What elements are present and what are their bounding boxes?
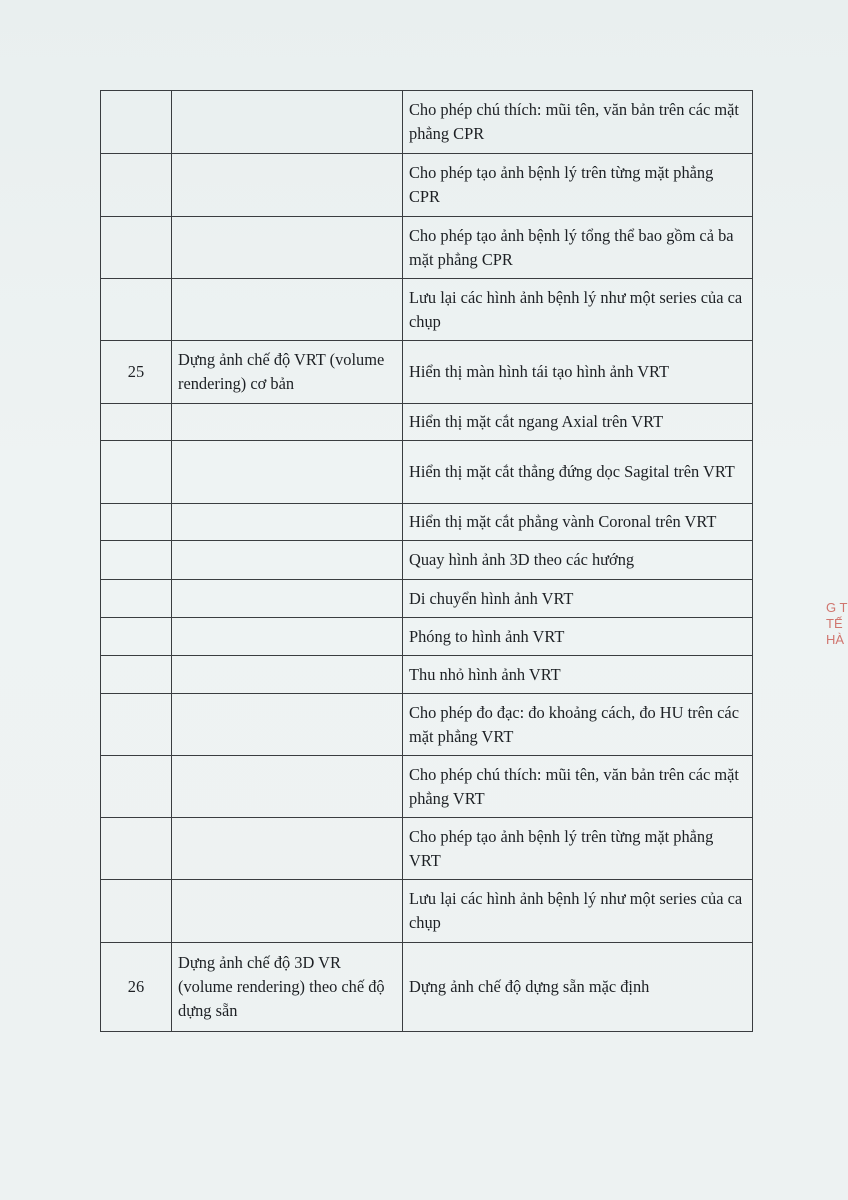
table-body	[101, 91, 753, 1032]
requirement-cell: Cho phép tạo ảnh bệnh lý trên từng mặt phẳng VRT	[403, 818, 753, 880]
row-number-cell	[101, 656, 172, 694]
function-name-cell	[172, 279, 403, 341]
requirement-cell: Cho phép chú thích: mũi tên, văn bản trên các mặt phẳng VRT	[403, 756, 753, 818]
requirement-cell: Lưu lại các hình ảnh bệnh lý như một series của ca chụp	[403, 880, 753, 943]
requirement-cell: Quay hình ảnh 3D theo các hướng	[403, 541, 753, 580]
table-row	[101, 694, 753, 756]
requirement-cell: Cho phép tạo ảnh bệnh lý trên từng mặt phẳng CPR	[403, 154, 753, 217]
requirement-cell: Cho phép chú thích: mũi tên, văn bản trên các mặt phẳng CPR	[403, 91, 753, 154]
requirement-cell: Hiển thị mặt cắt phẳng vành Coronal trên VRT	[403, 504, 753, 541]
row-number-cell	[101, 818, 172, 880]
requirement-cell: Hiển thị mặt cắt ngang Axial trên VRT	[403, 404, 753, 441]
requirement-cell: Di chuyển hình ảnh VRT	[403, 580, 753, 618]
row-number-cell	[101, 618, 172, 656]
function-name-cell	[172, 404, 403, 441]
row-number-cell	[101, 279, 172, 341]
row-number-cell	[101, 504, 172, 541]
table-row	[101, 880, 753, 943]
requirement-cell: Dựng ảnh chế độ dựng sẵn mặc định	[403, 943, 753, 1032]
row-number-cell	[101, 580, 172, 618]
function-name-cell	[172, 618, 403, 656]
requirement-cell: Cho phép tạo ảnh bệnh lý tổng thể bao gồm cả ba mặt phẳng CPR	[403, 217, 753, 279]
function-name-cell	[172, 441, 403, 504]
table-row	[101, 91, 753, 154]
row-number-cell	[101, 441, 172, 504]
function-name-cell	[172, 880, 403, 943]
stamp-text-line: G T	[826, 600, 848, 615]
function-name-cell	[172, 818, 403, 880]
table-row	[101, 504, 753, 541]
table-row	[101, 341, 753, 404]
table-row	[101, 154, 753, 217]
row-number-cell	[101, 217, 172, 279]
table-row	[101, 943, 753, 1032]
row-number-cell: 26	[101, 943, 172, 1032]
function-name-cell: Dựng ảnh chế độ 3D VR (volume rendering) theo chế độ dựng sẵn	[172, 943, 403, 1032]
specification-table	[100, 90, 753, 1032]
requirement-cell: Cho phép đo đạc: đo khoảng cách, đo HU trên các mặt phẳng VRT	[403, 694, 753, 756]
table-row	[101, 756, 753, 818]
table-row	[101, 656, 753, 694]
function-name-cell	[172, 694, 403, 756]
function-name-cell	[172, 504, 403, 541]
function-name-cell	[172, 217, 403, 279]
row-number-cell: 25	[101, 341, 172, 404]
stamp-text-line: TẾ	[826, 616, 843, 631]
row-number-cell	[101, 154, 172, 217]
row-number-cell	[101, 694, 172, 756]
table-row	[101, 217, 753, 279]
requirement-cell: Phóng to hình ảnh VRT	[403, 618, 753, 656]
row-number-cell	[101, 756, 172, 818]
function-name-cell	[172, 656, 403, 694]
requirement-cell: Hiển thị mặt cắt thẳng đứng dọc Sagital trên VRT	[403, 441, 753, 504]
function-name-cell	[172, 756, 403, 818]
row-number-cell	[101, 91, 172, 154]
table-row	[101, 541, 753, 580]
table-row	[101, 618, 753, 656]
table-row	[101, 441, 753, 504]
red-stamp-fragment	[826, 600, 848, 710]
function-name-cell	[172, 580, 403, 618]
function-name-cell	[172, 541, 403, 580]
stamp-text-line: HÀ	[826, 632, 845, 647]
table-row	[101, 580, 753, 618]
requirement-cell: Lưu lại các hình ảnh bệnh lý như một series của ca chụp	[403, 279, 753, 341]
row-number-cell	[101, 880, 172, 943]
function-name-cell	[172, 91, 403, 154]
table-row	[101, 279, 753, 341]
row-number-cell	[101, 541, 172, 580]
table-row	[101, 818, 753, 880]
row-number-cell	[101, 404, 172, 441]
function-name-cell	[172, 154, 403, 217]
table-row	[101, 404, 753, 441]
requirement-cell: Hiển thị màn hình tái tạo hình ảnh VRT	[403, 341, 753, 404]
requirement-cell: Thu nhỏ hình ảnh VRT	[403, 656, 753, 694]
function-name-cell: Dựng ảnh chế độ VRT (volume rendering) cơ bản	[172, 341, 403, 404]
